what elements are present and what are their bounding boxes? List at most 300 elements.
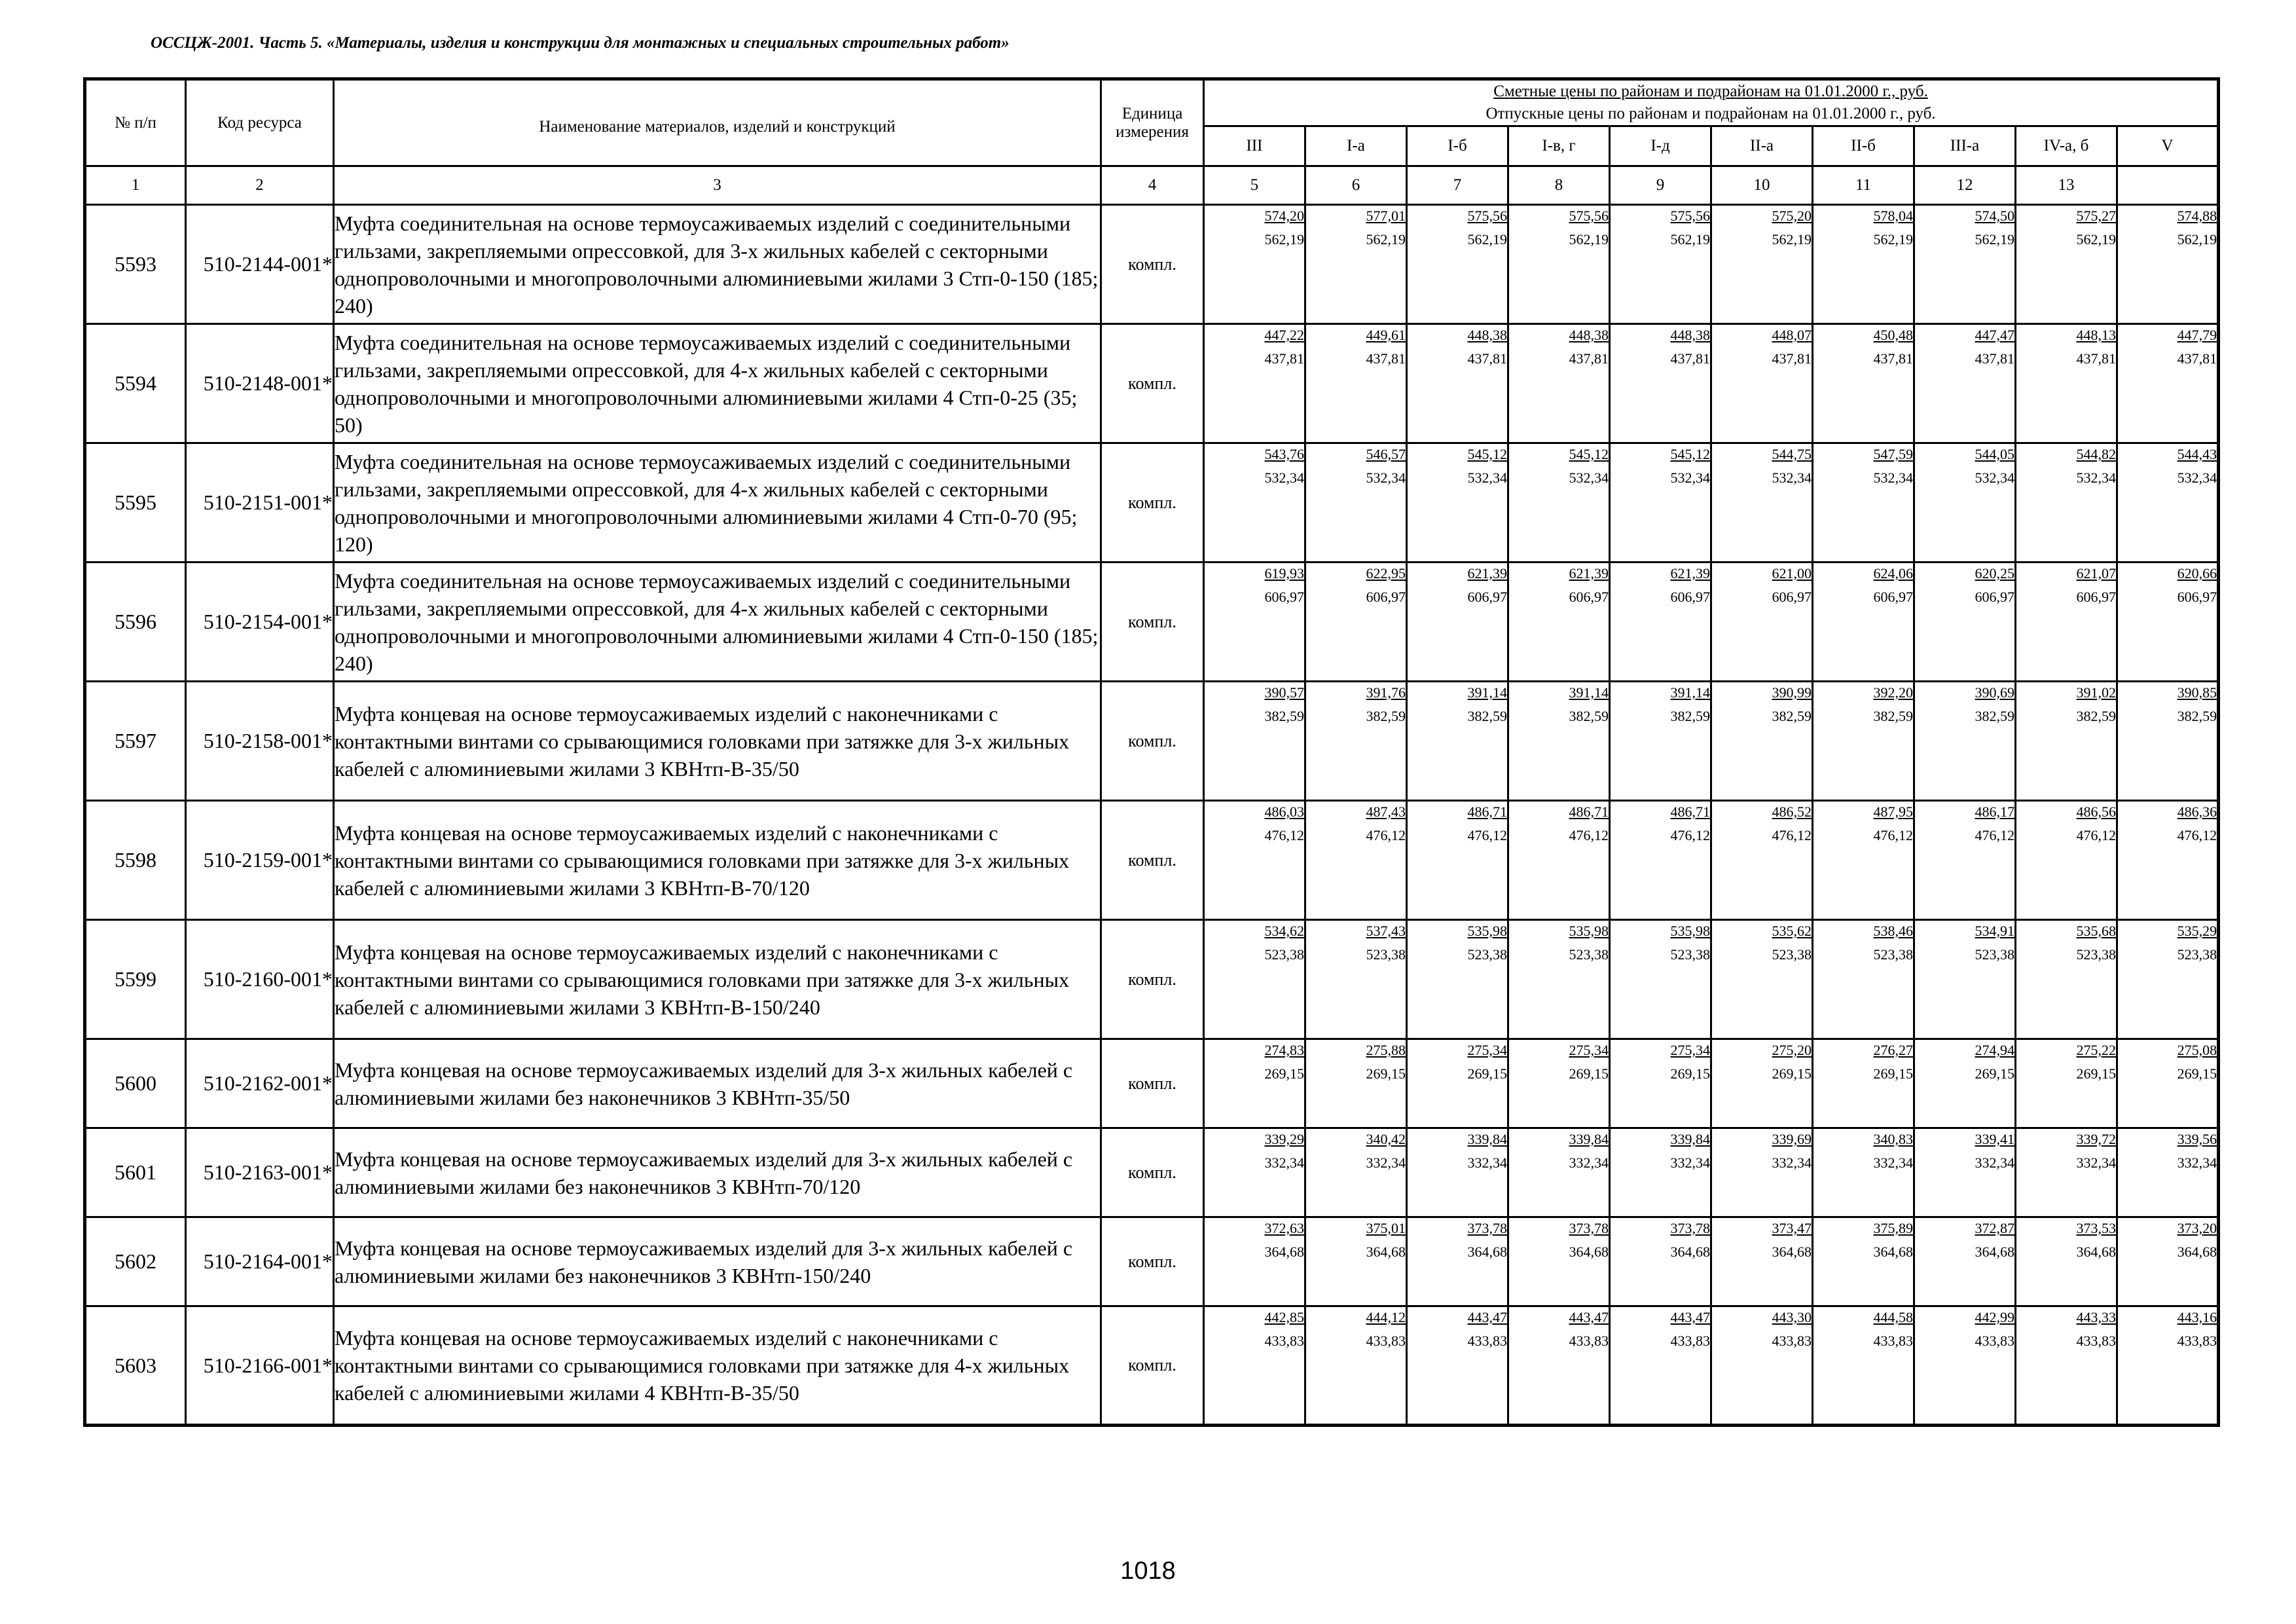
- row-number: 5598: [85, 801, 186, 920]
- row-number: 5603: [85, 1306, 186, 1426]
- release-price: 364,68: [1467, 1244, 1507, 1260]
- price-cell: [1204, 920, 1305, 1039]
- price-cell: [1914, 443, 2016, 563]
- release-price: 382,59: [1873, 708, 1913, 724]
- release-price: 476,12: [2177, 827, 2217, 843]
- table-body: [85, 205, 2219, 1426]
- release-price: 523,38: [2177, 946, 2217, 963]
- price-cell: [1508, 1039, 1610, 1128]
- price-cell: [1610, 443, 1711, 563]
- price-cell: [2117, 801, 2219, 920]
- estimated-price: 444,58: [1873, 1309, 1913, 1325]
- price-cell: [1407, 1128, 1508, 1217]
- release-price: 532,34: [2076, 470, 2116, 486]
- price-cell: [1204, 801, 1305, 920]
- estimated-price: 534,91: [1975, 923, 2014, 939]
- estimated-price: 545,12: [1569, 446, 1609, 462]
- estimated-price: 486,17: [1975, 803, 2014, 820]
- price-cell: [2016, 682, 2117, 801]
- material-name: Муфта концевая на основе термоусаживаемых изделий для 3-х жильных кабелей с алюминиевыми жилами без наконечников 3 КВНтп-150/240: [334, 1217, 1101, 1306]
- table-row: [85, 1306, 2219, 1426]
- resource-code: 510-2154-001*: [186, 563, 334, 682]
- estimated-price: 487,43: [1366, 803, 1406, 820]
- price-cell: [1610, 1217, 1711, 1306]
- price-cell: [1508, 682, 1610, 801]
- price-cell: [2016, 1217, 2117, 1306]
- release-price: 606,97: [1975, 589, 2014, 605]
- release-price: 382,59: [2177, 708, 2217, 724]
- price-cell: [1407, 801, 1508, 920]
- estimated-price: 448,38: [1467, 327, 1507, 343]
- price-cell: [1914, 801, 2016, 920]
- price-cell: [2016, 920, 2117, 1039]
- unit-of-measure: компл.: [1101, 1217, 1204, 1306]
- price-cell: [1711, 1306, 1813, 1426]
- price-cell: [2016, 563, 2117, 682]
- estimated-price: 544,05: [1975, 446, 2014, 462]
- unit-of-measure: компл.: [1101, 1128, 1204, 1217]
- estimated-price: 275,34: [1569, 1042, 1609, 1058]
- release-price: 382,59: [1975, 708, 2014, 724]
- estimated-price: 391,14: [1467, 684, 1507, 701]
- column-number: 6: [1305, 166, 1407, 205]
- price-cell: [1305, 443, 1407, 563]
- release-price: 332,34: [1873, 1154, 1913, 1171]
- column-number: 11: [1813, 166, 1914, 205]
- estimated-price: 443,16: [2177, 1309, 2217, 1325]
- release-price: 364,68: [2076, 1244, 2116, 1260]
- unit-of-measure: компл.: [1101, 324, 1204, 443]
- release-price: 269,15: [1569, 1065, 1609, 1082]
- price-cell: [1204, 1039, 1305, 1128]
- release-price: 269,15: [1873, 1065, 1913, 1082]
- price-cell: [2016, 443, 2117, 563]
- estimated-price: 575,56: [1670, 208, 1710, 224]
- release-price: 437,81: [1467, 350, 1507, 367]
- price-cell: [2016, 1128, 2117, 1217]
- price-cell: [1813, 563, 1914, 682]
- price-cell: [1813, 801, 1914, 920]
- header-code: Код ресурса: [186, 79, 334, 166]
- release-price: 532,34: [1772, 470, 1812, 486]
- price-cell: [1914, 682, 2016, 801]
- release-price: 332,34: [1772, 1154, 1812, 1171]
- estimated-price: 535,98: [1670, 923, 1710, 939]
- table-row: [85, 443, 2219, 563]
- price-cell: [2016, 801, 2117, 920]
- estimated-price: 575,56: [1467, 208, 1507, 224]
- column-number-row: [85, 166, 2219, 205]
- region-header: III-а: [1914, 126, 2016, 166]
- estimated-price: 339,41: [1975, 1131, 2014, 1147]
- estimated-price: 275,34: [1670, 1042, 1710, 1058]
- estimated-price: 575,56: [1569, 208, 1609, 224]
- material-name: Муфта соединительная на основе термоусаживаемых изделий с соединительными гильзами, закрепляемыми опрессовкой, для 4-х жильных кабелей с секторными однопроволочными и многопроволочными алюминиевыми жилами 4 Стп-0-25 (35; 50): [334, 324, 1101, 443]
- estimated-price: 538,46: [1873, 923, 1913, 939]
- release-price: 269,15: [1467, 1065, 1507, 1082]
- estimated-price: 442,99: [1975, 1309, 2014, 1325]
- price-cell: [1914, 205, 2016, 324]
- estimated-price: 547,59: [1873, 446, 1913, 462]
- estimated-price: 339,72: [2076, 1131, 2116, 1147]
- release-price: 382,59: [1569, 708, 1609, 724]
- release-price: 532,34: [1670, 470, 1710, 486]
- release-price: 437,81: [2177, 350, 2217, 367]
- estimated-price: 443,47: [1670, 1309, 1710, 1325]
- estimated-price: 545,12: [1467, 446, 1507, 462]
- release-price: 433,83: [1772, 1333, 1812, 1349]
- estimated-price: 339,69: [1772, 1131, 1812, 1147]
- estimated-price: 443,47: [1569, 1309, 1609, 1325]
- resource-code: 510-2162-001*: [186, 1039, 334, 1128]
- release-price: 364,68: [2177, 1244, 2217, 1260]
- estimated-price: 574,50: [1975, 208, 2014, 224]
- release-price: 364,68: [1569, 1244, 1609, 1260]
- price-cell: [1508, 443, 1610, 563]
- price-cell: [1508, 1306, 1610, 1426]
- estimated-price: 575,20: [1772, 208, 1812, 224]
- price-cell: [1610, 1039, 1711, 1128]
- release-price: 476,12: [1366, 827, 1406, 843]
- release-price: 606,97: [1772, 589, 1812, 605]
- release-price: 532,34: [1975, 470, 2014, 486]
- release-price: 269,15: [1975, 1065, 2014, 1082]
- estimated-price: 340,83: [1873, 1131, 1913, 1147]
- column-number: 5: [1204, 166, 1305, 205]
- estimated-price: 544,43: [2177, 446, 2217, 462]
- header-row: [85, 79, 2219, 126]
- estimated-price: 574,20: [1264, 208, 1304, 224]
- price-cell: [2117, 1306, 2219, 1426]
- price-cell: [1813, 920, 1914, 1039]
- release-price: 433,83: [1873, 1333, 1913, 1349]
- release-price: 332,34: [1467, 1154, 1507, 1171]
- resource-code: 510-2160-001*: [186, 920, 334, 1039]
- estimated-price: 339,84: [1670, 1131, 1710, 1147]
- price-cell: [1813, 1306, 1914, 1426]
- table-head: [85, 79, 2219, 205]
- region-header: II-б: [1813, 126, 1914, 166]
- region-header: I-б: [1407, 126, 1508, 166]
- price-cell: [1914, 563, 2016, 682]
- column-number: 8: [1508, 166, 1610, 205]
- estimated-price: 448,13: [2076, 327, 2116, 343]
- release-price: 523,38: [1366, 946, 1406, 963]
- release-price: 364,68: [1264, 1244, 1304, 1260]
- release-price: 476,12: [1772, 827, 1812, 843]
- estimated-price: 448,38: [1569, 327, 1609, 343]
- row-number: 5593: [85, 205, 186, 324]
- price-cell: [1711, 682, 1813, 801]
- column-number: 13: [2016, 166, 2117, 205]
- release-price: 437,81: [1873, 350, 1913, 367]
- price-cell: [1508, 1128, 1610, 1217]
- estimated-price: 574,88: [2177, 208, 2217, 224]
- price-cell: [2016, 205, 2117, 324]
- column-number: 1: [85, 166, 186, 205]
- price-cell: [1610, 324, 1711, 443]
- release-price: 269,15: [2076, 1065, 2116, 1082]
- release-price: 523,38: [1772, 946, 1812, 963]
- header-unit: Единица измерения: [1101, 79, 1204, 166]
- unit-of-measure: компл.: [1101, 1039, 1204, 1128]
- price-cell: [1204, 1306, 1305, 1426]
- release-price: 523,38: [1569, 946, 1609, 963]
- estimated-price: 275,20: [1772, 1042, 1812, 1058]
- row-number: 5597: [85, 682, 186, 801]
- price-cell: [2117, 205, 2219, 324]
- price-cell: [1305, 205, 1407, 324]
- price-cell: [1508, 801, 1610, 920]
- price-cell: [1610, 563, 1711, 682]
- region-header: IV-а, б: [2016, 126, 2117, 166]
- release-price: 433,83: [1569, 1333, 1609, 1349]
- release-price: 433,83: [1264, 1333, 1304, 1349]
- release-price: 437,81: [1670, 350, 1710, 367]
- release-price: 562,19: [1569, 231, 1609, 248]
- release-price: 476,12: [1975, 827, 2014, 843]
- release-price: 476,12: [1264, 827, 1304, 843]
- resource-code: 510-2151-001*: [186, 443, 334, 563]
- release-price: 606,97: [1264, 589, 1304, 605]
- price-cell: [1305, 1217, 1407, 1306]
- unit-of-measure: компл.: [1101, 205, 1204, 324]
- table-row: [85, 1128, 2219, 1217]
- release-price: 364,68: [1366, 1244, 1406, 1260]
- price-cell: [1204, 1217, 1305, 1306]
- release-price: 433,83: [2076, 1333, 2116, 1349]
- estimated-price: 448,07: [1772, 327, 1812, 343]
- release-price: 523,38: [1873, 946, 1913, 963]
- release-price: 332,34: [1569, 1154, 1609, 1171]
- price-cell: [1914, 1128, 2016, 1217]
- column-number: 10: [1711, 166, 1813, 205]
- estimated-price: 621,39: [1569, 565, 1609, 581]
- price-cell: [1711, 563, 1813, 682]
- table-row: [85, 1217, 2219, 1306]
- price-cell: [1914, 1306, 2016, 1426]
- price-cell: [1204, 563, 1305, 682]
- row-number: 5594: [85, 324, 186, 443]
- price-cell: [1407, 324, 1508, 443]
- material-name: Муфта концевая на основе термоусаживаемых изделий для 3-х жильных кабелей с алюминиевыми жилами без наконечников 3 КВНтп-35/50: [334, 1039, 1101, 1128]
- release-price: 269,15: [1772, 1065, 1812, 1082]
- estimated-price: 486,71: [1569, 803, 1609, 820]
- price-cell: [1204, 324, 1305, 443]
- resource-code: 510-2166-001*: [186, 1306, 334, 1426]
- estimated-price: 577,01: [1366, 208, 1406, 224]
- estimated-price: 444,12: [1366, 1309, 1406, 1325]
- estimated-price: 340,42: [1366, 1131, 1406, 1147]
- release-price: 364,68: [1772, 1244, 1812, 1260]
- estimated-price: 274,83: [1264, 1042, 1304, 1058]
- estimated-price: 390,85: [2177, 684, 2217, 701]
- estimated-price: 546,57: [1366, 446, 1406, 462]
- estimated-price: 486,52: [1772, 803, 1812, 820]
- estimated-price: 447,47: [1975, 327, 2014, 343]
- estimated-price: 391,02: [2076, 684, 2116, 701]
- price-cell: [1407, 1306, 1508, 1426]
- estimated-price: 390,99: [1772, 684, 1812, 701]
- estimated-price: 621,39: [1467, 565, 1507, 581]
- release-price: 532,34: [1569, 470, 1609, 486]
- release-price: 562,19: [1873, 231, 1913, 248]
- release-price: 606,97: [1670, 589, 1710, 605]
- release-price: 562,19: [1366, 231, 1406, 248]
- row-number: 5599: [85, 920, 186, 1039]
- release-price: 364,68: [1975, 1244, 2014, 1260]
- price-cell: [1407, 1039, 1508, 1128]
- estimated-price: 535,98: [1569, 923, 1609, 939]
- estimated-price: 275,22: [2076, 1042, 2116, 1058]
- release-price: 562,19: [1975, 231, 2014, 248]
- column-number: 7: [1407, 166, 1508, 205]
- release-price: 332,34: [1975, 1154, 2014, 1171]
- price-cell: [1508, 324, 1610, 443]
- estimated-price: 392,20: [1873, 684, 1913, 701]
- release-price: 269,15: [2177, 1065, 2217, 1082]
- unit-of-measure: компл.: [1101, 1306, 1204, 1426]
- header-prices: [1204, 79, 2219, 126]
- price-cell: [1305, 920, 1407, 1039]
- price-cell: [1305, 1306, 1407, 1426]
- estimated-price: 274,94: [1975, 1042, 2014, 1058]
- estimated-price: 375,89: [1873, 1220, 1913, 1236]
- release-price: 532,34: [1467, 470, 1507, 486]
- page-number: 1018: [1120, 1557, 1176, 1585]
- estimated-price: 390,57: [1264, 684, 1304, 701]
- release-price: 606,97: [2177, 589, 2217, 605]
- row-number: 5600: [85, 1039, 186, 1128]
- price-cell: [2117, 1128, 2219, 1217]
- estimated-price: 375,01: [1366, 1220, 1406, 1236]
- estimated-price: 544,75: [1772, 446, 1812, 462]
- unit-of-measure: компл.: [1101, 682, 1204, 801]
- estimated-price: 339,84: [1467, 1131, 1507, 1147]
- estimated-price: 339,56: [2177, 1131, 2217, 1147]
- header-prices-release: Отпускные цены по районам и подрайонам на 01.01.2000 г., руб.: [1485, 105, 1936, 122]
- release-price: 562,19: [1670, 231, 1710, 248]
- release-price: 269,15: [1670, 1065, 1710, 1082]
- region-header: II-а: [1711, 126, 1813, 166]
- release-price: 382,59: [1366, 708, 1406, 724]
- price-cell: [1508, 920, 1610, 1039]
- price-cell: [1610, 205, 1711, 324]
- price-cell: [1914, 1217, 2016, 1306]
- material-name: Муфта концевая на основе термоусаживаемых изделий с наконечниками с контактными винтами со срывающимися головками при затяжке для 4-х жильных кабелей с алюминиевыми жилами 4 КВНтп-В-35/50: [334, 1306, 1101, 1426]
- release-price: 382,59: [1772, 708, 1812, 724]
- release-price: 433,83: [1670, 1333, 1710, 1349]
- price-cell: [2117, 563, 2219, 682]
- release-price: 523,38: [1467, 946, 1507, 963]
- table-row: [85, 205, 2219, 324]
- release-price: 606,97: [1366, 589, 1406, 605]
- price-cell: [2117, 1217, 2219, 1306]
- price-cell: [1914, 920, 2016, 1039]
- release-price: 476,12: [2076, 827, 2116, 843]
- price-cell: [1305, 682, 1407, 801]
- column-number: 4: [1101, 166, 1204, 205]
- release-price: 476,12: [1467, 827, 1507, 843]
- resource-code: 510-2158-001*: [186, 682, 334, 801]
- column-number: 12: [1914, 166, 2016, 205]
- price-cell: [1711, 1217, 1813, 1306]
- header-num: № п/п: [85, 79, 186, 166]
- column-number: 3: [334, 166, 1101, 205]
- price-cell: [1610, 801, 1711, 920]
- estimated-price: 621,07: [2076, 565, 2116, 581]
- release-price: 332,34: [1366, 1154, 1406, 1171]
- estimated-price: 535,68: [2076, 923, 2116, 939]
- row-number: 5596: [85, 563, 186, 682]
- release-price: 364,68: [1873, 1244, 1913, 1260]
- estimated-price: 620,66: [2177, 565, 2217, 581]
- material-name: Муфта концевая на основе термоусаживаемых изделий с наконечниками с контактными винтами со срывающимися головками при затяжке для 3-х жильных кабелей с алюминиевыми жилами 3 КВНтп-В-70/120: [334, 801, 1101, 920]
- price-cell: [1914, 324, 2016, 443]
- estimated-price: 275,34: [1467, 1042, 1507, 1058]
- price-cell: [1305, 801, 1407, 920]
- release-price: 382,59: [1264, 708, 1304, 724]
- estimated-price: 534,62: [1264, 923, 1304, 939]
- price-cell: [2117, 1039, 2219, 1128]
- price-cell: [1204, 205, 1305, 324]
- estimated-price: 448,38: [1670, 327, 1710, 343]
- price-cell: [1813, 682, 1914, 801]
- price-cell: [1813, 443, 1914, 563]
- release-price: 437,81: [1772, 350, 1812, 367]
- estimated-price: 535,98: [1467, 923, 1507, 939]
- estimated-price: 442,85: [1264, 1309, 1304, 1325]
- release-price: 606,97: [1467, 589, 1507, 605]
- estimated-price: 373,78: [1569, 1220, 1609, 1236]
- unit-of-measure: компл.: [1101, 563, 1204, 682]
- estimated-price: 275,88: [1366, 1042, 1406, 1058]
- estimated-price: 535,62: [1772, 923, 1812, 939]
- region-header: III: [1204, 126, 1305, 166]
- release-price: 382,59: [1467, 708, 1507, 724]
- price-cell: [1204, 443, 1305, 563]
- column-number: 9: [1610, 166, 1711, 205]
- price-cell: [2117, 324, 2219, 443]
- price-cell: [1407, 443, 1508, 563]
- estimated-price: 373,78: [1467, 1220, 1507, 1236]
- estimated-price: 575,27: [2076, 208, 2116, 224]
- table-row: [85, 920, 2219, 1039]
- estimated-price: 391,14: [1670, 684, 1710, 701]
- price-cell: [1407, 563, 1508, 682]
- estimated-price: 390,69: [1975, 684, 2014, 701]
- estimated-price: 544,82: [2076, 446, 2116, 462]
- unit-of-measure: компл.: [1101, 443, 1204, 563]
- price-cell: [1508, 563, 1610, 682]
- estimated-price: 443,47: [1467, 1309, 1507, 1325]
- estimated-price: 622,95: [1366, 565, 1406, 581]
- price-cell: [1610, 682, 1711, 801]
- release-price: 523,38: [1670, 946, 1710, 963]
- release-price: 476,12: [1670, 827, 1710, 843]
- estimated-price: 373,20: [2177, 1220, 2217, 1236]
- release-price: 269,15: [1264, 1065, 1304, 1082]
- release-price: 437,81: [2076, 350, 2116, 367]
- release-price: 332,34: [1670, 1154, 1710, 1171]
- price-cell: [1610, 1128, 1711, 1217]
- release-price: 562,19: [1772, 231, 1812, 248]
- release-price: 606,97: [1569, 589, 1609, 605]
- price-cell: [1407, 205, 1508, 324]
- material-name: Муфта соединительная на основе термоусаживаемых изделий с соединительными гильзами, закрепляемыми опрессовкой, для 3-х жильных кабелей с секторными однопроволочными и многопроволочными алюминиевыми жилами 3 Стп-0-150 (185; 240): [334, 205, 1101, 324]
- release-price: 382,59: [2076, 708, 2116, 724]
- header-prices-estimated: Сметные цены по районам и подрайонам на 01.01.2000 г., руб.: [1493, 83, 1928, 100]
